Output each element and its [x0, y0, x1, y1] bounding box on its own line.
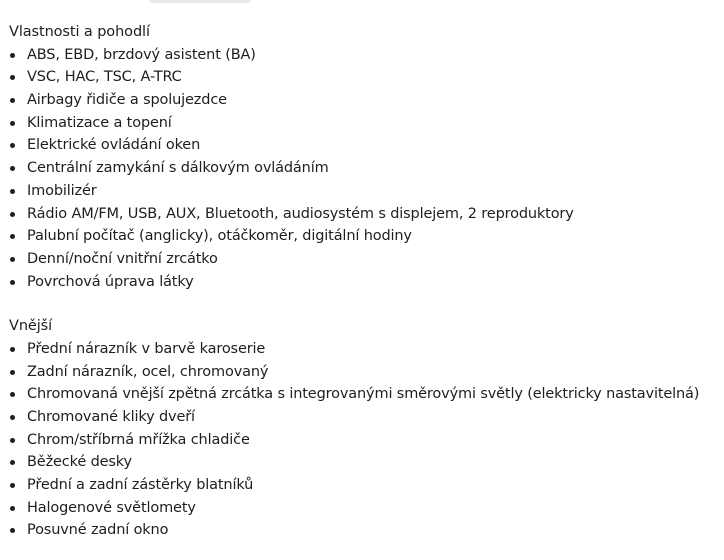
list-item-text: Centrální zamykání s dálkovým ovládáním — [27, 160, 329, 177]
list-item — [9, 271, 724, 294]
list-item — [9, 66, 724, 89]
list-item-text: Přední nárazník v barvě karoserie — [27, 340, 266, 357]
list-item — [9, 519, 724, 542]
list-item — [9, 383, 724, 406]
list-item-text: Chromované kliky dveří — [27, 409, 195, 425]
bullet-icon — [10, 483, 15, 488]
list-item-text: Posuvné zadní okno — [27, 522, 169, 539]
bullet-icon — [10, 415, 15, 420]
bullet-icon — [10, 528, 15, 533]
list-item-text: Klimatizace a topení — [27, 114, 172, 131]
bullet-icon — [10, 257, 15, 262]
bullet-icon — [10, 392, 15, 397]
list-item-text: Elektrické ovládání oken — [27, 137, 201, 154]
list-item — [9, 451, 724, 474]
bullet-icon — [10, 460, 15, 465]
list-item-text: Airbagy řidiče a spolujezdce — [27, 92, 227, 109]
list-item-text: ABS, EBD, brzdový asistent (BA) — [27, 46, 256, 63]
list-item — [9, 474, 724, 497]
feature-list — [9, 338, 724, 542]
list-item — [9, 89, 724, 112]
list-item-text: Přední a zadní zástěrky blatníků — [27, 477, 254, 494]
top-edge-strip — [0, 0, 724, 14]
list-item — [9, 157, 724, 180]
cropped-text-fragment — [150, 0, 250, 3]
bullet-icon — [10, 143, 15, 148]
list-item-text: Halogenové světlomety — [27, 499, 196, 516]
section-heading: Vnější — [9, 318, 53, 335]
bullet-icon — [10, 234, 15, 239]
bullet-icon — [10, 121, 15, 126]
list-item-text: Imobilizér — [27, 182, 97, 199]
bullet-icon — [10, 280, 15, 285]
list-item — [9, 112, 724, 135]
section-exterior — [9, 315, 724, 542]
list-item — [9, 429, 724, 452]
list-item-text: Denní/noční vnitřní zrcátko — [27, 250, 218, 267]
bullet-icon — [10, 75, 15, 80]
section-features-comfort — [9, 21, 724, 293]
list-item — [9, 44, 724, 67]
list-item — [9, 406, 724, 429]
list-item-text: Rádio AM/FM, USB, AUX, Bluetooth, audiosystém s displejem, 2 reproduktory — [27, 205, 574, 222]
bullet-icon — [10, 506, 15, 511]
section-heading: Vlastnosti a pohodlí — [9, 24, 150, 40]
list-item — [9, 225, 724, 248]
list-item — [9, 361, 724, 384]
bullet-icon — [10, 98, 15, 103]
list-item-text: Chromovaná vnější zpětná zrcátka s integrovanými směrovými světly (elektricky nastavitelná) — [27, 386, 700, 403]
list-item — [9, 203, 724, 226]
list-item-text: Chrom/stříbrná mřížka chladiče — [27, 431, 250, 448]
feature-list-document — [9, 21, 724, 542]
list-item — [9, 497, 724, 520]
bullet-icon — [10, 438, 15, 443]
list-item-text: Povrchová úprava látky — [27, 273, 194, 290]
feature-list — [9, 44, 724, 294]
list-item-text: Běžecké desky — [27, 454, 132, 471]
bullet-icon — [10, 166, 15, 171]
list-item — [9, 338, 724, 361]
list-item — [9, 134, 724, 157]
bullet-icon — [10, 53, 15, 58]
list-item-text: Zadní nárazník, ocel, chromovaný — [27, 363, 269, 380]
bullet-icon — [10, 212, 15, 217]
list-item — [9, 180, 724, 203]
bullet-icon — [10, 189, 15, 194]
bullet-icon — [10, 347, 15, 352]
bullet-icon — [10, 370, 15, 375]
list-item-text: Palubní počítač (anglicky), otáčkoměr, digitální hodiny — [27, 228, 412, 245]
list-item — [9, 248, 724, 271]
list-item-text: VSC, HAC, TSC, A-TRC — [27, 69, 182, 86]
